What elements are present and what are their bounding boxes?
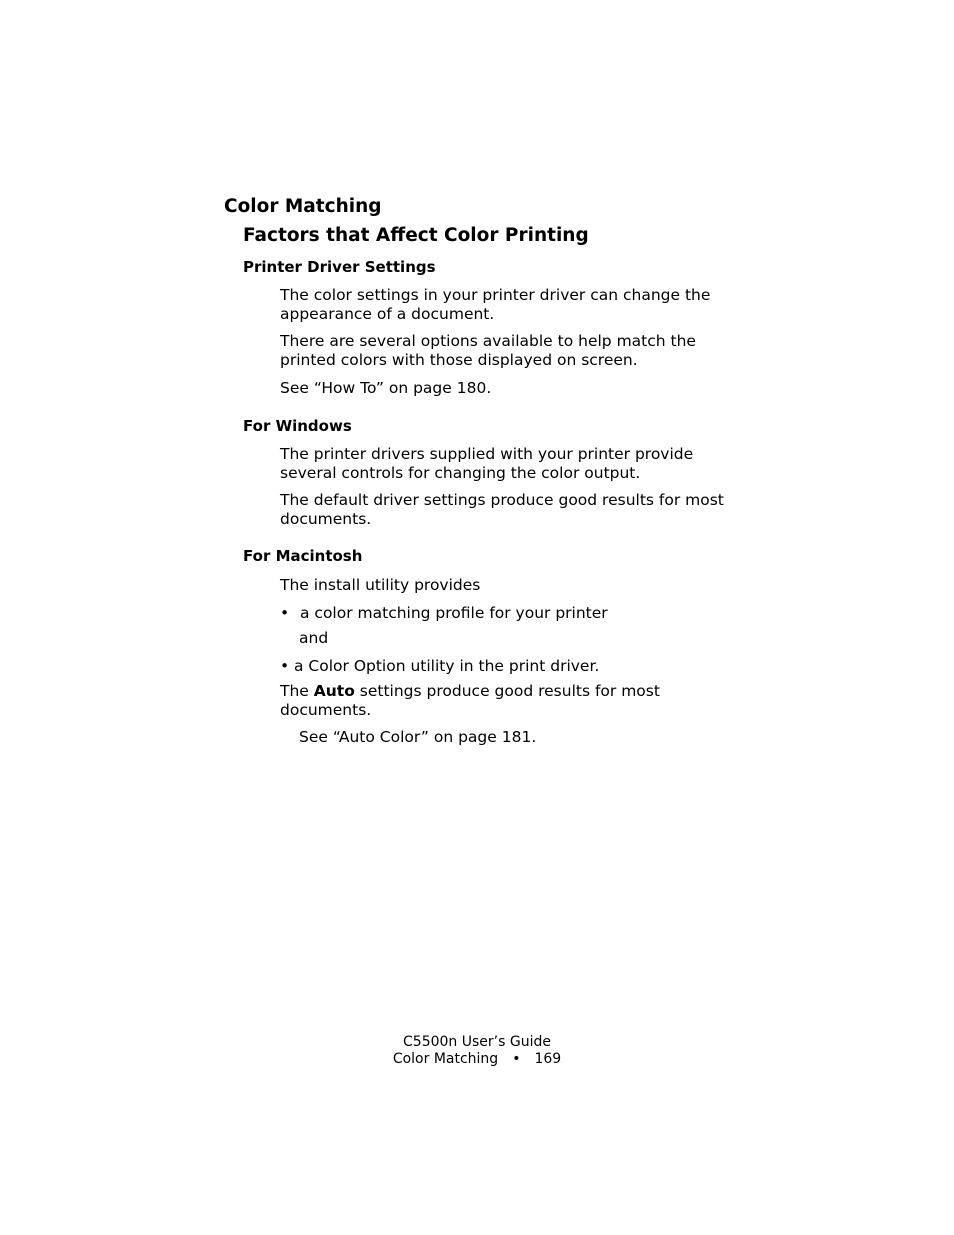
macintosh-heading: For Macintosh bbox=[243, 547, 363, 565]
footer-separator: • bbox=[512, 1051, 521, 1067]
auto-settings-paragraph bbox=[280, 682, 690, 720]
bullet-item-color-profile: a color matching profile for your printer bbox=[300, 604, 608, 622]
bullet-marker-2: • bbox=[280, 657, 290, 675]
subsection-title: Factors that Affect Color Printing bbox=[243, 225, 589, 246]
printer-driver-see-also: See “How To” on page 180. bbox=[280, 379, 492, 397]
windows-paragraph-1: The printer drivers supplied with your printer provide several controls for changing the color output. bbox=[280, 445, 694, 482]
bullet-item-color-option: a Color Option utility in the print driver. bbox=[294, 657, 600, 675]
footer-page-line bbox=[0, 1050, 954, 1068]
printer-driver-paragraph-1: The color settings in your printer driver can change the appearance of a document. bbox=[280, 286, 711, 323]
windows-paragraph-2: The default driver settings produce good results for most documents. bbox=[280, 491, 724, 528]
auto-post-text: settings produce good results for most documents. bbox=[280, 682, 660, 719]
section-title: Color Matching bbox=[224, 196, 382, 217]
printer-driver-heading: Printer Driver Settings bbox=[243, 258, 436, 276]
auto-bold-text: Auto bbox=[313, 682, 355, 700]
footer-guide-title: C5500n User’s Guide bbox=[403, 1034, 551, 1050]
auto-pre-text: The bbox=[280, 682, 314, 700]
macintosh-intro: The install utility provides bbox=[280, 576, 481, 594]
bullet-marker-1: • bbox=[280, 604, 290, 622]
footer-page-number: 169 bbox=[534, 1051, 562, 1067]
windows-heading: For Windows bbox=[243, 417, 352, 435]
auto-color-see-also: See “Auto Color” on page 181. bbox=[299, 728, 537, 746]
printer-driver-paragraph-2: There are several options available to help match the printed colors with those displayed on screen. bbox=[280, 332, 696, 369]
and-connector: and bbox=[299, 629, 329, 647]
footer-chapter: Color Matching bbox=[392, 1051, 499, 1067]
